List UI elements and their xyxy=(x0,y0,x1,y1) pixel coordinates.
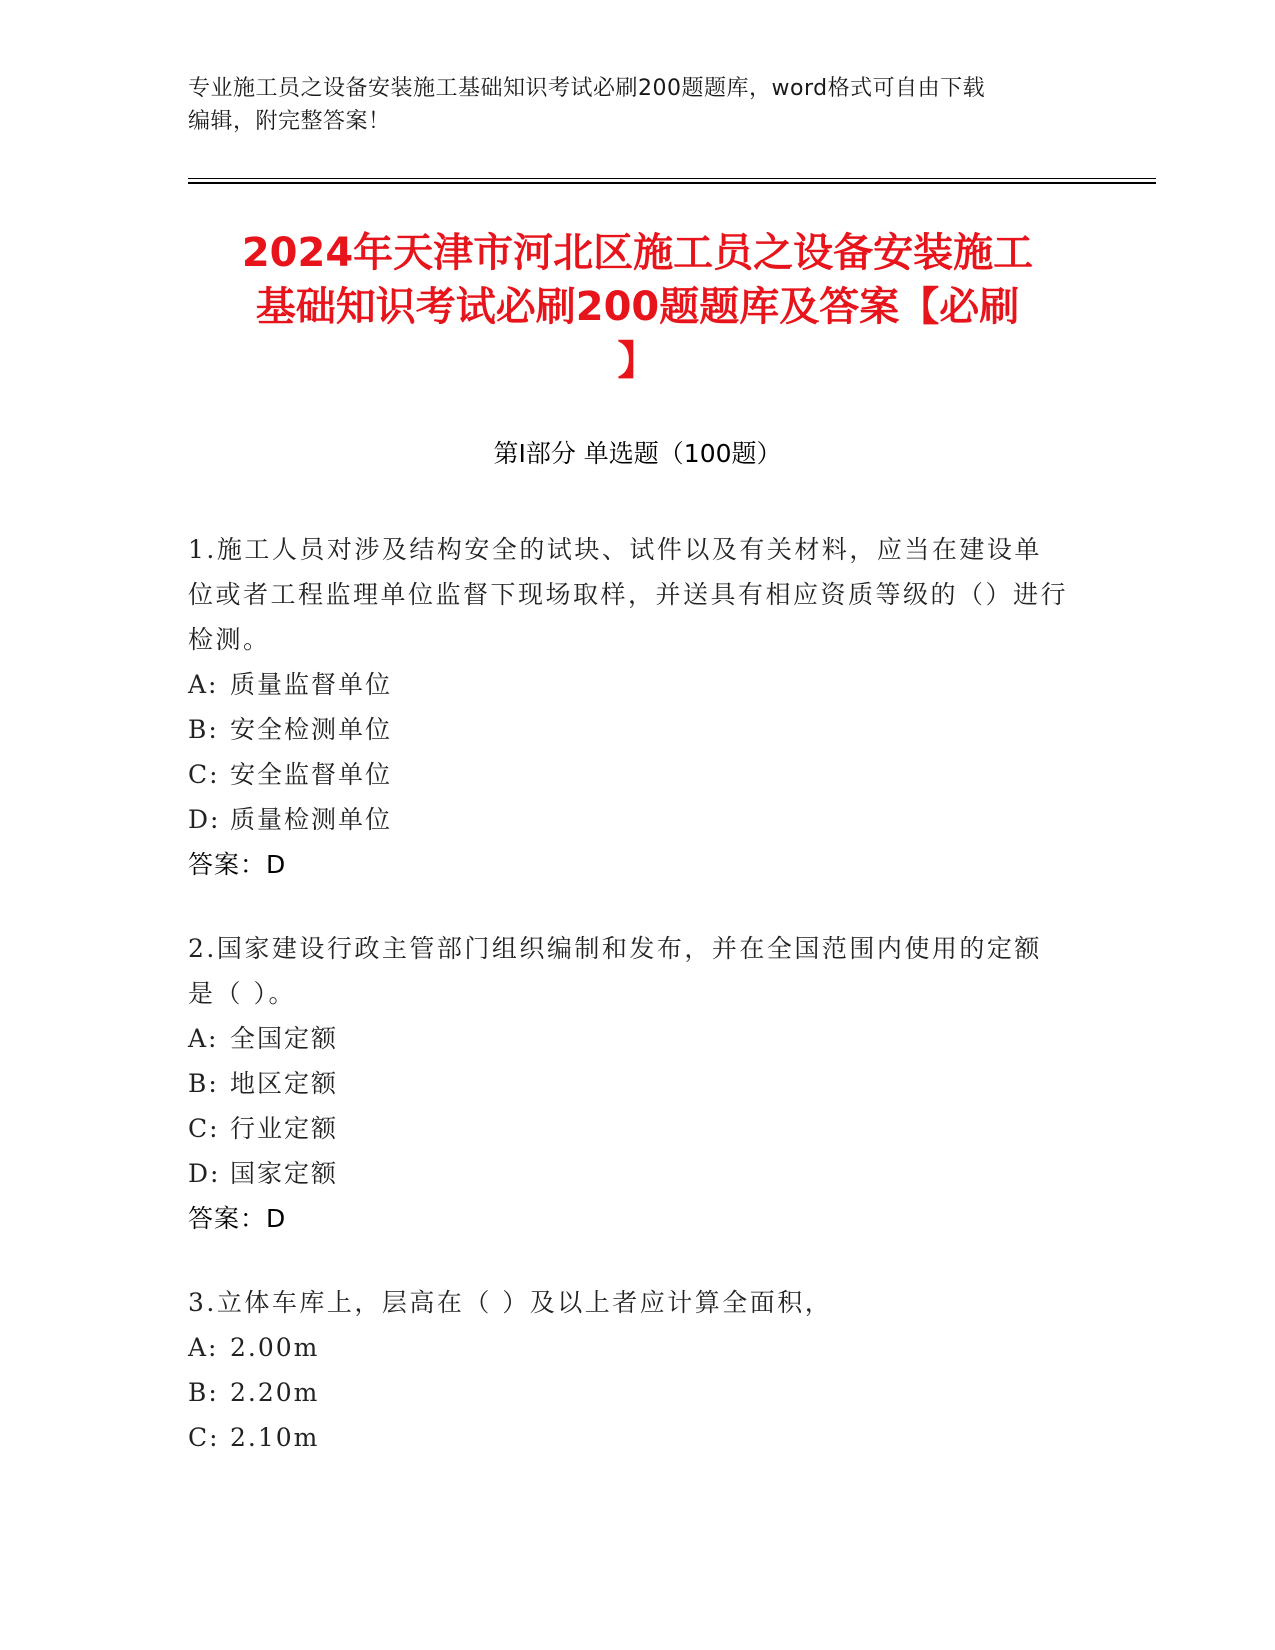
answer-line: 答案：D xyxy=(188,850,287,879)
option-text: 安全监督单位 xyxy=(230,760,393,789)
document-title-line-1: 2024年天津市河北区施工员之设备安装施工 xyxy=(241,230,1034,276)
option-text: 地区定额 xyxy=(230,1069,339,1098)
answer-line: 答案：D xyxy=(188,1204,287,1233)
option-text: 2.00m xyxy=(230,1333,320,1362)
option-key: D: xyxy=(188,805,221,834)
header-note xyxy=(188,72,1088,138)
option-key: D: xyxy=(188,1159,221,1188)
option-b xyxy=(188,707,1068,752)
document-title-line-2: 基础知识考试必刷200题题库及答案【必刷 xyxy=(255,284,1020,330)
option-key: C: xyxy=(188,1423,220,1452)
option-text: 全国定额 xyxy=(230,1024,339,1053)
option-text: 国家定额 xyxy=(230,1159,339,1188)
option-key: C: xyxy=(188,760,220,789)
option-a xyxy=(188,1016,1068,1061)
option-key: A: xyxy=(188,1333,219,1362)
option-key: B: xyxy=(188,1378,219,1407)
question-3 xyxy=(188,1280,1068,1460)
option-key: A: xyxy=(188,670,219,699)
question-stem: 2.国家建设行政主管部门组织编制和发布，并在全国范围内使用的定额是（ ）。 xyxy=(188,934,1042,1008)
option-b xyxy=(188,1370,1068,1415)
option-key: C: xyxy=(188,1114,220,1143)
question-stem: 1.施工人员对涉及结构安全的试块、试件以及有关材料，应当在建设单位或者工程监理单位监督下现场取样，并送具有相应资质等级的（）进行检测。 xyxy=(188,535,1069,654)
option-text: 行业定额 xyxy=(230,1114,339,1143)
option-key: B: xyxy=(188,1069,219,1098)
option-text: 质量检测单位 xyxy=(230,805,393,834)
question-1 xyxy=(188,527,1068,887)
section-title: 第Ⅰ部分 单选题（100题） xyxy=(493,439,782,468)
option-text: 质量监督单位 xyxy=(230,670,393,699)
option-c xyxy=(188,1415,1068,1460)
header-divider-thin xyxy=(188,178,1156,179)
option-c xyxy=(188,752,1068,797)
option-d xyxy=(188,797,1068,842)
header-divider-thick xyxy=(188,182,1156,184)
option-a xyxy=(188,1325,1068,1370)
option-c xyxy=(188,1106,1068,1151)
document-title xyxy=(160,226,1115,388)
option-key: A: xyxy=(188,1024,219,1053)
option-d xyxy=(188,1151,1068,1196)
header-note-line-1: 专业施工员之设备安装施工基础知识考试必刷200题题库，word格式可自由下载 xyxy=(188,76,986,101)
option-text: 2.10m xyxy=(230,1423,320,1452)
option-key: B: xyxy=(188,715,219,744)
header-note-line-2: 编辑，附完整答案！ xyxy=(188,109,391,134)
option-a xyxy=(188,662,1068,707)
option-text: 2.20m xyxy=(230,1378,320,1407)
question-list xyxy=(188,527,1068,1499)
question-2 xyxy=(188,926,1068,1241)
option-b xyxy=(188,1061,1068,1106)
option-text: 安全检测单位 xyxy=(230,715,393,744)
document-title-line-3: 】 xyxy=(617,338,658,384)
question-stem: 3.立体车库上，层高在（ ）及以上者应计算全面积， xyxy=(188,1288,833,1317)
